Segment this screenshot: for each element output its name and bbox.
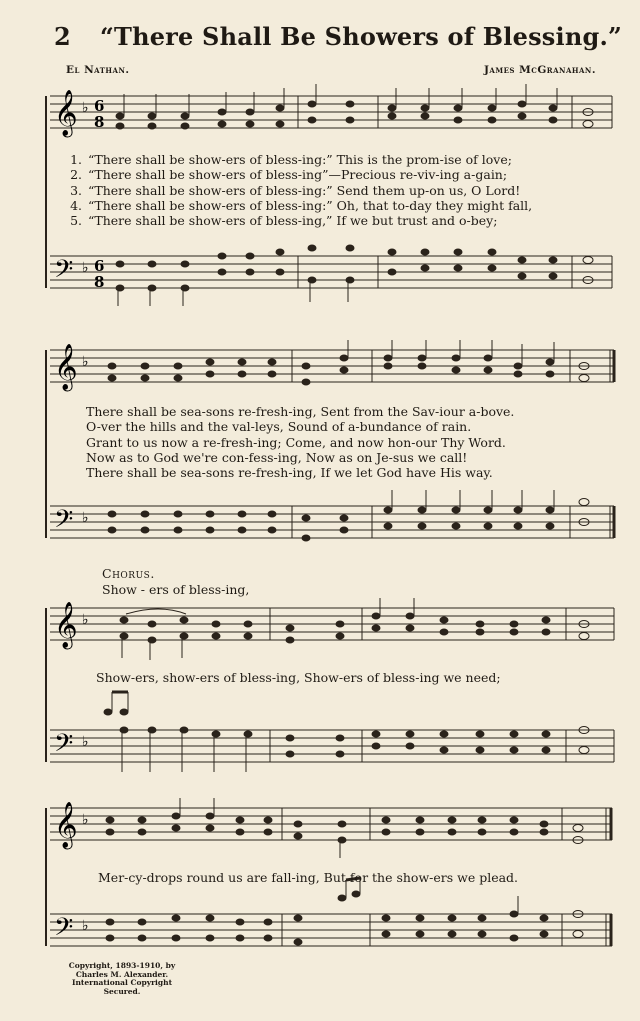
flat-key-icon: ♭	[82, 812, 89, 828]
verse-lyrics	[58, 152, 618, 228]
bass-clef-icon: 𝄢	[54, 913, 74, 948]
notes-bass	[106, 878, 583, 945]
flat-key-icon: ♭	[82, 612, 89, 628]
notes-bass	[108, 490, 589, 541]
refrain-lyrics	[86, 404, 614, 480]
hymn-title: “There Shall Be Showers of Blessing.”	[100, 22, 623, 51]
verse-line: 3. “There shall be show-ers of bless-ing:” Send them up-on us, O Lord!	[70, 182, 521, 198]
flat-key-icon: ♭	[82, 260, 89, 276]
refrain-line: There shall be sea-sons re-fresh-ing, Sent from the Sav-iour a-bove.	[86, 404, 515, 419]
bass-clef-icon: 𝄢	[54, 255, 74, 290]
time-sig-top: 6	[94, 257, 105, 275]
chorus-label: Chorus.	[102, 566, 155, 581]
refrain-line: Grant to us now a re-fresh-ing; Come, and now hon-our Thy Word.	[86, 434, 506, 450]
refrain-line: O-ver the hills and the val-leys, Sound of a-bundance of rain.	[86, 419, 472, 435]
notes-treble	[116, 84, 593, 129]
time-sig-top: 6	[94, 97, 105, 115]
music-composer: James McGranahan.	[483, 64, 596, 76]
notes-treble	[120, 598, 589, 660]
verse-line: 5. “There shall be show-ers of bless-ing,” If we but trust and o-bey;	[70, 213, 498, 229]
chorus-lyric-line-3: Mer-cy-drops round us are fall-ing, But for the show-ers we plead.	[98, 870, 519, 885]
refrain-line: Now as to God we're con-fess-ing, Now as on Je-sus we call!	[86, 449, 468, 465]
verse-line: 4. “There shall be show-ers of bless-ing:” Oh, that to-day they might fall,	[70, 197, 533, 213]
notes-bass	[104, 692, 589, 772]
flat-key-icon: ♭	[82, 918, 89, 934]
chorus-lyric-line-1: Show - ers of bless-ing,	[102, 582, 250, 597]
flat-key-icon: ♭	[82, 354, 89, 370]
music-system-3	[0, 596, 640, 786]
hymn-number: 2	[54, 22, 71, 51]
treble-clef-icon: 𝄞	[54, 90, 78, 136]
treble-clef-icon: 𝄞	[54, 344, 78, 390]
copyright-notice: Copyright, 1893-1910, by Charles M. Alexander. International Copyright Secured.	[68, 961, 176, 996]
notes-treble	[106, 798, 583, 858]
treble-clef-icon: 𝄞	[54, 802, 78, 848]
bass-clef-icon: 𝄢	[54, 729, 74, 764]
bass-clef-icon: 𝄢	[54, 505, 74, 540]
chorus-lyric-line-2: Show-ers, show-ers of bless-ing, Show-ers of bless-ing we need;	[96, 670, 501, 685]
refrain-line: There shall be sea-sons re-fresh-ing, If we let God have His way.	[86, 465, 493, 481]
time-sig-bottom: 8	[94, 113, 105, 131]
time-sig-bottom: 8	[94, 273, 105, 291]
notes-bass	[116, 245, 593, 306]
verse-line: 2. “There shall be show-ers of bless-ing”—Precious re-viv-ing a-gain;	[70, 167, 508, 183]
flat-key-icon: ♭	[82, 100, 89, 116]
verse-line: 1. “There shall be show-ers of bless-ing:” This is the prom-ise of love;	[70, 152, 512, 167]
page-header	[0, 0, 640, 60]
notes-treble	[108, 340, 589, 385]
treble-clef-icon: 𝄞	[54, 602, 78, 648]
words-author: El Nathan.	[66, 64, 130, 76]
flat-key-icon: ♭	[82, 510, 89, 526]
flat-key-icon: ♭	[82, 734, 89, 750]
